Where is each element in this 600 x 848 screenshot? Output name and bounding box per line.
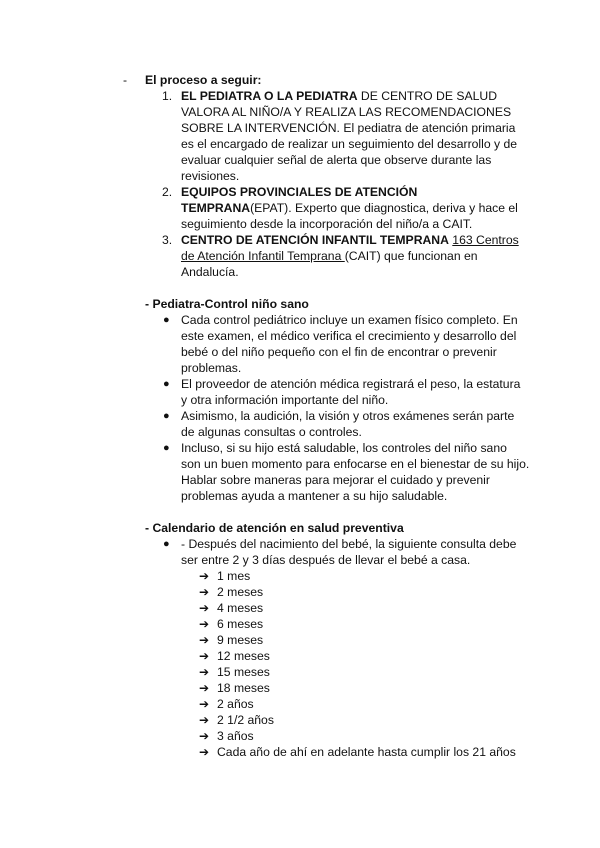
arrow-right-icon: ➔ — [199, 633, 210, 647]
schedule-label: 18 meses — [217, 681, 270, 695]
schedule-label: Cada año de ahí en adelante hasta cumplir los 21 años — [217, 745, 516, 759]
schedule-item — [199, 568, 250, 584]
item-2-title: EQUIPOS PROVINCIALES DE ATENCIÓN — [181, 185, 418, 199]
schedule-item — [199, 584, 263, 600]
bullet-text: y otra información importante del niño. — [181, 393, 389, 407]
item-2-line: seguimiento desde la incorporación del niño/a a CAIT. — [181, 217, 473, 231]
schedule-item — [199, 648, 270, 664]
arrow-right-icon: ➔ — [199, 745, 210, 759]
bullet-text: ser entre 2 y 3 días después de llevar el bebé a casa. — [181, 553, 471, 567]
bullet-text: Hablar sobre maneras para mejorar el cuidado y prevenir — [181, 473, 490, 487]
bullet-text: El proveedor de atención médica registrará el peso, la estatura — [181, 377, 521, 391]
item-1-line: revisiones. — [181, 169, 240, 183]
arrow-right-icon: ➔ — [199, 729, 210, 743]
schedule-item — [199, 728, 254, 744]
schedule-label: 3 años — [217, 729, 254, 743]
bullet-text: Cada control pediátrico incluye un examen físico completo. En — [181, 313, 518, 327]
schedule-label: 4 meses — [217, 601, 264, 615]
item-1-line: VALORA AL NIÑO/A Y REALIZA LAS RECOMENDACIONES — [181, 105, 512, 119]
bullet-text: problemas. — [181, 361, 242, 375]
item-2-line: TEMPRANA(EPAT). Experto que diagnostica, deriva y hace el — [181, 201, 518, 215]
schedule-item — [199, 616, 263, 632]
item-number-1: 1. — [162, 89, 173, 103]
cait-link[interactable]: 163 Centros — [452, 233, 519, 247]
arrow-right-icon: ➔ — [199, 697, 210, 711]
schedule-label: 2 1/2 años — [217, 713, 274, 727]
bullet-text: problemas ayuda a mantener a su hijo saludable. — [181, 489, 448, 503]
bullet-icon: ● — [163, 314, 170, 326]
schedule-item — [199, 600, 263, 616]
arrow-right-icon: ➔ — [199, 681, 210, 695]
item-1-line: SOBRE LA INTERVENCIÓN. El pediatra de atención primaria — [181, 121, 516, 135]
bullet-text: bebé o del niño pequeño con el fin de encontrar o prevenir — [181, 345, 497, 359]
bullet-text: de algunas consultas o controles. — [181, 425, 362, 439]
arrow-right-icon: ➔ — [199, 585, 210, 599]
bullet-icon: ● — [163, 442, 170, 454]
schedule-label: 2 años — [217, 697, 254, 711]
section-dash: - — [123, 73, 128, 87]
schedule-item — [199, 696, 254, 712]
bullet-text: - Después del nacimiento del bebé, la siguiente consulta debe — [181, 537, 517, 551]
schedule-label: 1 mes — [217, 569, 251, 583]
bullet-text: son un buen momento para enfocarse en el bienestar de su hijo. — [181, 457, 530, 471]
item-3-line: Andalucía. — [181, 265, 239, 279]
schedule-label: 15 meses — [217, 665, 270, 679]
schedule-item — [199, 664, 270, 680]
schedule-label: 9 meses — [217, 633, 264, 647]
cait-link-cont[interactable]: de Atención Infantil Temprana — [181, 249, 345, 263]
item-3-first-line: CENTRO DE ATENCIÓN INFANTIL TEMPRANA 163 Centros — [181, 233, 519, 247]
bullet-text: este examen, el médico verifica el crecimiento y desarrollo del — [181, 329, 517, 343]
bullet-text: Incluso, si su hijo está saludable, los controles del niño sano — [181, 441, 507, 455]
arrow-right-icon: ➔ — [199, 649, 210, 663]
schedule-item — [199, 712, 274, 728]
section-title-calendario: - Calendario de atención en salud preventiva — [145, 521, 404, 535]
schedule-item — [199, 680, 270, 696]
item-number-3: 3. — [162, 233, 173, 247]
schedule-label: 2 meses — [217, 585, 264, 599]
item-3-line: de Atención Infantil Temprana (CAIT) que funcionan en — [181, 249, 478, 263]
arrow-right-icon: ➔ — [199, 617, 210, 631]
section-title-proceso: El proceso a seguir: — [145, 73, 262, 87]
item-1-line: evaluar cualquier señal de alerta que observe durante las — [181, 153, 492, 167]
item-number-2: 2. — [162, 185, 173, 199]
schedule-label: 6 meses — [217, 617, 264, 631]
item-1-first-line: EL PEDIATRA O LA PEDIATRA DE CENTRO DE SALUD — [181, 89, 498, 103]
bullet-text: Asimismo, la audición, la visión y otros exámenes serán parte — [181, 409, 515, 423]
bullet-icon: ● — [163, 378, 170, 390]
arrow-right-icon: ➔ — [199, 713, 210, 727]
bullet-icon: ● — [163, 538, 170, 550]
arrow-right-icon: ➔ — [199, 569, 210, 583]
arrow-right-icon: ➔ — [199, 665, 210, 679]
section-title-control: - Pediatra-Control niño sano — [145, 297, 309, 311]
schedule-item — [199, 632, 263, 648]
schedule-item — [199, 744, 516, 760]
item-1-line: es el encargado de realizar un seguimiento del desarrollo y de — [181, 137, 518, 151]
bullet-icon: ● — [163, 410, 170, 422]
arrow-right-icon: ➔ — [199, 601, 210, 615]
schedule-label: 12 meses — [217, 649, 270, 663]
